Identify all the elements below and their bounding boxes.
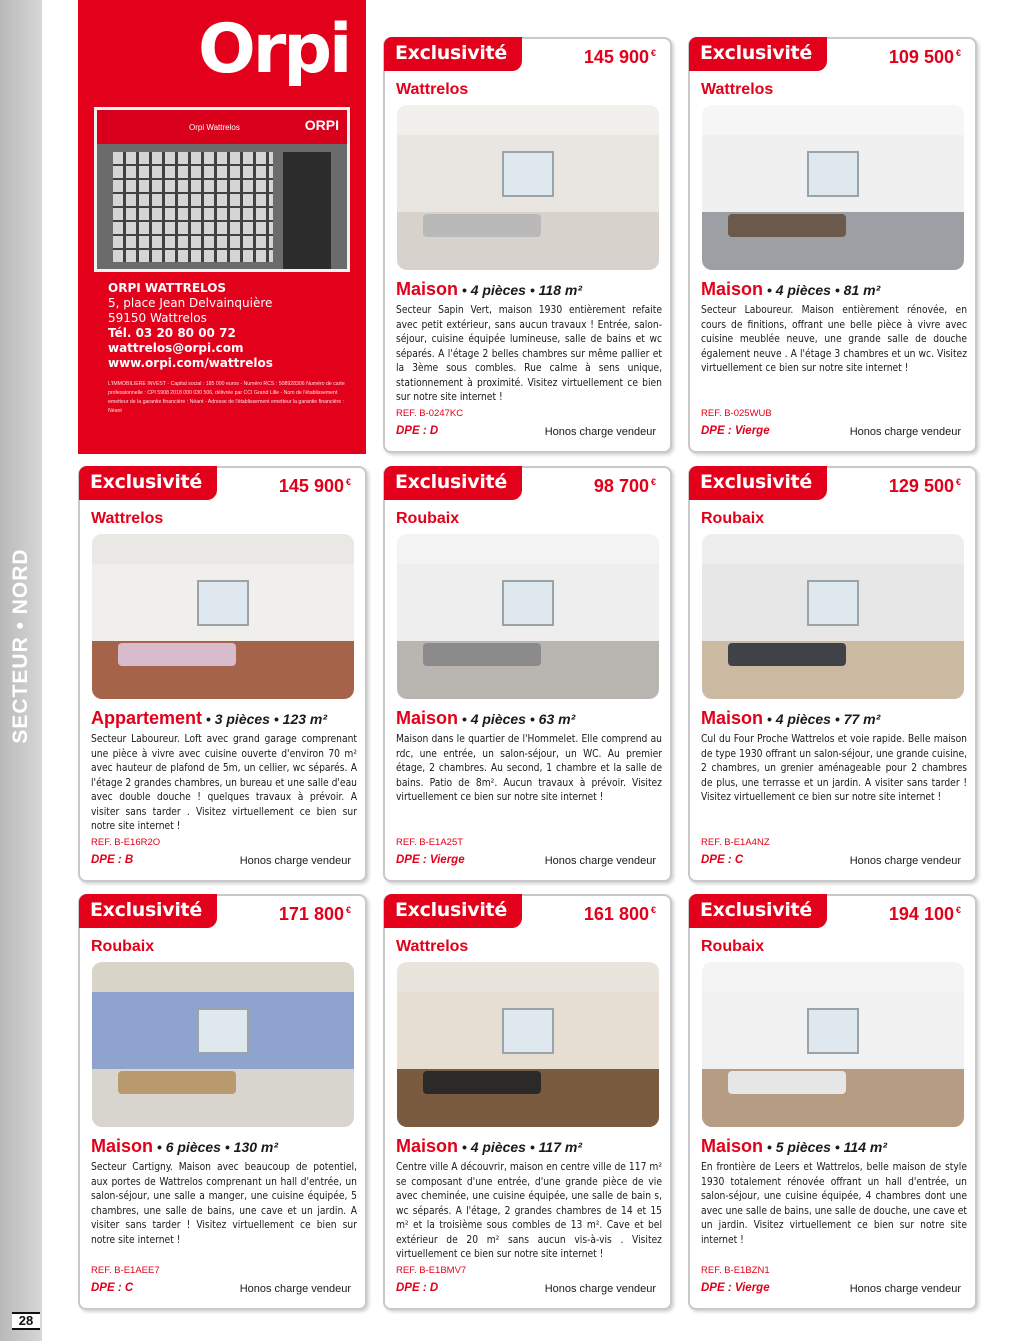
price-value: 145 900 xyxy=(583,47,649,67)
listing-reference: REF. B-E16R2O xyxy=(91,837,161,848)
energy-rating: DPE : Vierge xyxy=(701,1282,770,1294)
floor-area: 117 m² xyxy=(538,1139,582,1155)
photo-ceiling xyxy=(702,105,964,135)
agency-address-line2: 59150 Wattrelos xyxy=(108,311,207,325)
agency-website[interactable]: www.orpi.com/wattrelos xyxy=(108,356,273,370)
price-currency: € xyxy=(650,477,656,487)
listing-photo[interactable] xyxy=(397,105,659,270)
listing-card[interactable] xyxy=(688,466,977,882)
agency-name: ORPI WATTRELOS xyxy=(108,281,227,295)
listing-city: Roubaix xyxy=(701,938,765,955)
listing-reference: REF. B-E1A25T xyxy=(396,837,464,848)
listing-card[interactable] xyxy=(383,894,672,1310)
listing-city: Wattrelos xyxy=(91,510,164,527)
storefront-sign-logo: ORPI xyxy=(304,117,339,133)
room-count: 4 pièces xyxy=(470,711,526,727)
price-currency: € xyxy=(955,477,961,487)
photo-furniture xyxy=(728,214,846,237)
listing-heading: Maison • 5 pièces • 114 m² xyxy=(701,1136,887,1156)
exclusivity-badge: Exclusivité xyxy=(79,894,217,928)
photo-ceiling xyxy=(397,534,659,564)
listing-reference: REF. B-0247KC xyxy=(396,408,464,419)
storefront-door xyxy=(283,152,331,272)
exclusivity-badge: Exclusivité xyxy=(689,37,827,71)
energy-rating: DPE : D xyxy=(396,1282,439,1294)
photo-furniture xyxy=(423,214,541,237)
listing-description: Cul du Four Proche Wattrelos et voie rapide. Belle maison de type 1930 offrant un salon-séjour, une grande cuisine, 2 chambres, un grenier aménageable pour 2 chambres de plus, une terrasse et un jardin. A visiter sans tarder ! Visitez virtuellement ce bien sur notre site internet ! xyxy=(701,734,967,803)
listing-photo[interactable] xyxy=(702,534,964,699)
listing-heading: Maison • 4 pièces • 118 m² xyxy=(396,279,582,299)
agency-email[interactable]: wattrelos@orpi.com xyxy=(108,341,244,355)
listing-price xyxy=(279,476,351,497)
room-count: 4 pièces xyxy=(775,711,831,727)
floor-area: 114 m² xyxy=(843,1139,887,1155)
property-type: Maison xyxy=(701,708,764,728)
price-value: 109 500 xyxy=(888,47,954,67)
listing-city: Wattrelos xyxy=(396,81,469,98)
storefront-sign xyxy=(97,110,347,144)
exclusivity-badge: Exclusivité xyxy=(384,894,522,928)
listing-photo[interactable] xyxy=(702,962,964,1127)
property-type: Maison xyxy=(396,708,459,728)
property-type: Maison xyxy=(396,279,459,299)
price-currency: € xyxy=(345,905,351,915)
photo-window xyxy=(502,151,554,197)
section-label: SECTEUR • NORD xyxy=(9,548,32,744)
listing-description: Secteur Laboureur. Loft avec grand garage comprenant une pièce à vivre avec cuisine ouverte d'environ 70 m² avec hauteur de plafond de 5m, un cellier, wc séparés. A l'étage 2 grandes chambres, un bureau et une salle d'eau avec double douche ! quelques travaux à prévoir. A visiter sans tarder . Visitez virtuellement ce bien sur notre site internet ! xyxy=(91,734,357,832)
floor-area: 118 m² xyxy=(538,282,582,298)
listing-city: Wattrelos xyxy=(701,81,774,98)
room-count: 6 pièces xyxy=(165,1139,221,1155)
price-value: 145 900 xyxy=(278,476,344,496)
listing-heading: Maison • 4 pièces • 77 m² xyxy=(701,708,881,728)
photo-window xyxy=(807,151,859,197)
agency-panel xyxy=(78,0,366,454)
listing-city: Wattrelos xyxy=(396,938,469,955)
price-value: 161 800 xyxy=(583,904,649,924)
price-currency: € xyxy=(955,905,961,915)
listing-heading: Maison • 4 pièces • 81 m² xyxy=(701,279,881,299)
listing-reference: REF. B-E1BZN1 xyxy=(701,1265,770,1276)
photo-window xyxy=(807,580,859,626)
floor-area: 63 m² xyxy=(538,711,576,727)
page-number: 28 xyxy=(12,1312,40,1330)
photo-window xyxy=(502,580,554,626)
listing-price xyxy=(279,904,351,925)
agency-fees: Honos charge vendeur xyxy=(239,855,351,867)
room-count: 3 pièces xyxy=(214,711,270,727)
photo-ceiling xyxy=(397,105,659,135)
agency-contact xyxy=(108,281,273,371)
energy-rating: DPE : B xyxy=(91,854,134,866)
photo-ceiling xyxy=(702,534,964,564)
listing-photo[interactable] xyxy=(92,962,354,1127)
energy-rating: DPE : D xyxy=(396,425,439,437)
listing-description: Centre ville A découvrir, maison en centre ville de 117 m² se composant d'une entrée, d'une grande pièce de vie avec cheminée, une cuisine équipée, une salle de bain s, wc séparés. A l'étage, 2 grandes chambres de 14 et 15 m² et la troisième sous combles de 13 m². Cave et bel extérieur de 20 m² sans aucun vis-à-vis . Visitez virtuellement ce bien sur notre site internet ! xyxy=(396,1162,662,1260)
price-currency: € xyxy=(345,477,351,487)
photo-window xyxy=(197,1008,249,1054)
listing-heading: Maison • 6 pièces • 130 m² xyxy=(91,1136,279,1156)
photo-furniture xyxy=(728,1071,846,1094)
exclusivity-badge: Exclusivité xyxy=(689,466,827,500)
orpi-logo: Orpi xyxy=(198,10,350,89)
floor-area: 130 m² xyxy=(233,1139,279,1155)
listing-reference: REF. B-025WUB xyxy=(701,408,772,419)
listing-photo[interactable] xyxy=(92,534,354,699)
listing-photo[interactable] xyxy=(397,534,659,699)
listing-city: Roubaix xyxy=(701,510,765,527)
property-type: Maison xyxy=(396,1136,459,1156)
listing-price xyxy=(889,904,961,925)
listing-photo[interactable] xyxy=(702,105,964,270)
listing-price xyxy=(889,476,961,497)
price-value: 171 800 xyxy=(278,904,344,924)
photo-furniture xyxy=(118,643,236,666)
agency-legal-notice: L'IMMOBILIERE INVEST - Capital social : 185 000 euros - Numéro RCS : 508928306 Numéro de carte professionnelle : CPI 5908 2018 000 030 506, délivrée par CCI Grand Lille - Nom de l'établissement emetteur de la garantie financière : Néant - Adresse de l'établissement emetteur la garantie financière : Néant xyxy=(108,381,345,414)
price-currency: € xyxy=(650,48,656,58)
listing-description: Secteur Laboureur. Maison entièrement rénovée, en cours de finitions, offrant une belle pièce à vivre avec cuisine meublée neuve, une grande salle de douche également neuve . A l'étage 3 chambres et un wc. Visitez virtuellement ce bien sur notre site internet ! xyxy=(701,305,967,374)
agency-fees: Honos charge vendeur xyxy=(849,426,961,438)
agency-phone[interactable]: Tél. 03 20 80 00 72 xyxy=(108,326,236,340)
listing-description: Secteur Sapin Vert, maison 1930 entièrement refaite avec petit extérieur, sans aucun travaux ! Entrée, salon-séjour, cuisine équipée lumineuse, salle de bains et wc séparés. A l'étage 2 belles chambres sur même pallier et la 3ème sous combles. Rue calme à sens unique, stationnement à proximité. Visitez virtuellement ce bien sur notre site internet ! xyxy=(396,305,662,403)
energy-rating: DPE : C xyxy=(91,1282,134,1294)
listing-city: Roubaix xyxy=(91,938,155,955)
photo-window xyxy=(502,1008,554,1054)
listing-card[interactable] xyxy=(688,37,977,453)
listing-price xyxy=(889,47,961,68)
agency-address-line1: 5, place Jean Delvainquière xyxy=(108,296,273,310)
price-value: 129 500 xyxy=(888,476,954,496)
listing-reference: REF. B-E1AEE7 xyxy=(91,1265,160,1276)
photo-furniture xyxy=(728,643,846,666)
property-type: Maison xyxy=(701,279,764,299)
photo-ceiling xyxy=(397,962,659,992)
photo-window xyxy=(807,1008,859,1054)
floor-area: 123 m² xyxy=(282,711,328,727)
listing-reference: REF. B-E1BMV7 xyxy=(396,1265,467,1276)
listing-description: Secteur Cartigny. Maison avec beaucoup de potentiel, aux portes de Wattrelos comprenant un hall d'entrée, un salon-séjour, une salle a manger, une cuisine équipée, 5 chambres, une salle de bains, une cave et un jardin. A visiter sans tarder ! Visitez virtuellement ce bien sur notre site internet ! xyxy=(91,1162,357,1246)
listing-card[interactable] xyxy=(688,894,977,1310)
side-strip xyxy=(0,0,42,1341)
listing-photo[interactable] xyxy=(397,962,659,1127)
storefront-sign-text: Orpi Wattrelos xyxy=(189,123,240,132)
photo-furniture xyxy=(423,643,541,666)
listing-reference: REF. B-E1A4NZ xyxy=(701,837,770,848)
listing-heading: Maison • 4 pièces • 117 m² xyxy=(396,1136,582,1156)
agency-fees: Honos charge vendeur xyxy=(849,1283,961,1295)
listing-price xyxy=(584,904,656,925)
energy-rating: DPE : Vierge xyxy=(396,854,465,866)
listing-card[interactable] xyxy=(78,466,367,882)
agency-fees: Honos charge vendeur xyxy=(544,1283,656,1295)
room-count: 4 pièces xyxy=(470,1139,526,1155)
photo-furniture xyxy=(118,1071,236,1094)
storefront-window xyxy=(113,152,273,262)
property-type: Maison xyxy=(91,1136,154,1156)
exclusivity-badge: Exclusivité xyxy=(79,466,217,500)
photo-ceiling xyxy=(702,962,964,992)
property-type: Maison xyxy=(701,1136,764,1156)
price-value: 194 100 xyxy=(888,904,954,924)
listing-heading: Maison • 4 pièces • 63 m² xyxy=(396,708,576,728)
property-type: Appartement xyxy=(91,708,203,728)
floor-area: 81 m² xyxy=(843,282,881,298)
room-count: 4 pièces xyxy=(775,282,831,298)
listing-heading: Appartement • 3 pièces • 123 m² xyxy=(91,708,328,728)
listing-description: Maison dans le quartier de l'Hommelet. Elle comprend au rdc, une entrée, un salon-séjour, un WC. Au premier étage, 2 chambres. Au second, 1 chambre et la salle de bains. Patio de 8m². Aucun travaux à prévoir. Visitez virtuellement ce bien sur notre site internet ! xyxy=(396,734,662,803)
energy-rating: DPE : C xyxy=(701,854,744,866)
exclusivity-badge: Exclusivité xyxy=(384,466,522,500)
exclusivity-badge: Exclusivité xyxy=(689,894,827,928)
photo-ceiling xyxy=(92,962,354,992)
price-value: 98 700 xyxy=(593,476,649,496)
room-count: 5 pièces xyxy=(775,1139,831,1155)
floor-area: 77 m² xyxy=(843,711,881,727)
agency-fees: Honos charge vendeur xyxy=(239,1283,351,1295)
agency-fees: Honos charge vendeur xyxy=(544,426,656,438)
photo-window xyxy=(197,580,249,626)
room-count: 4 pièces xyxy=(470,282,526,298)
agency-fees: Honos charge vendeur xyxy=(544,855,656,867)
price-currency: € xyxy=(650,905,656,915)
listing-description: En frontière de Leers et Wattrelos, belle maison de style 1930 totalement rénovée offrant un hall d'entrée, un salon-séjour, une cuisine équipée, 4 chambres dont une avec une salle de bains, une salle de douche, une cave et un jardin. Visitez virtuellement ce bien sur notre site internet ! xyxy=(701,1162,967,1246)
photo-furniture xyxy=(423,1071,541,1094)
agency-fees: Honos charge vendeur xyxy=(849,855,961,867)
listing-city: Roubaix xyxy=(396,510,460,527)
listing-card[interactable] xyxy=(78,894,367,1310)
listing-price xyxy=(584,47,656,68)
energy-rating: DPE : Vierge xyxy=(701,425,770,437)
agency-storefront-photo xyxy=(94,107,350,272)
listing-card[interactable] xyxy=(383,37,672,453)
photo-ceiling xyxy=(92,534,354,564)
price-currency: € xyxy=(955,48,961,58)
listing-price xyxy=(594,476,656,497)
listing-card[interactable] xyxy=(383,466,672,882)
exclusivity-badge: Exclusivité xyxy=(384,37,522,71)
